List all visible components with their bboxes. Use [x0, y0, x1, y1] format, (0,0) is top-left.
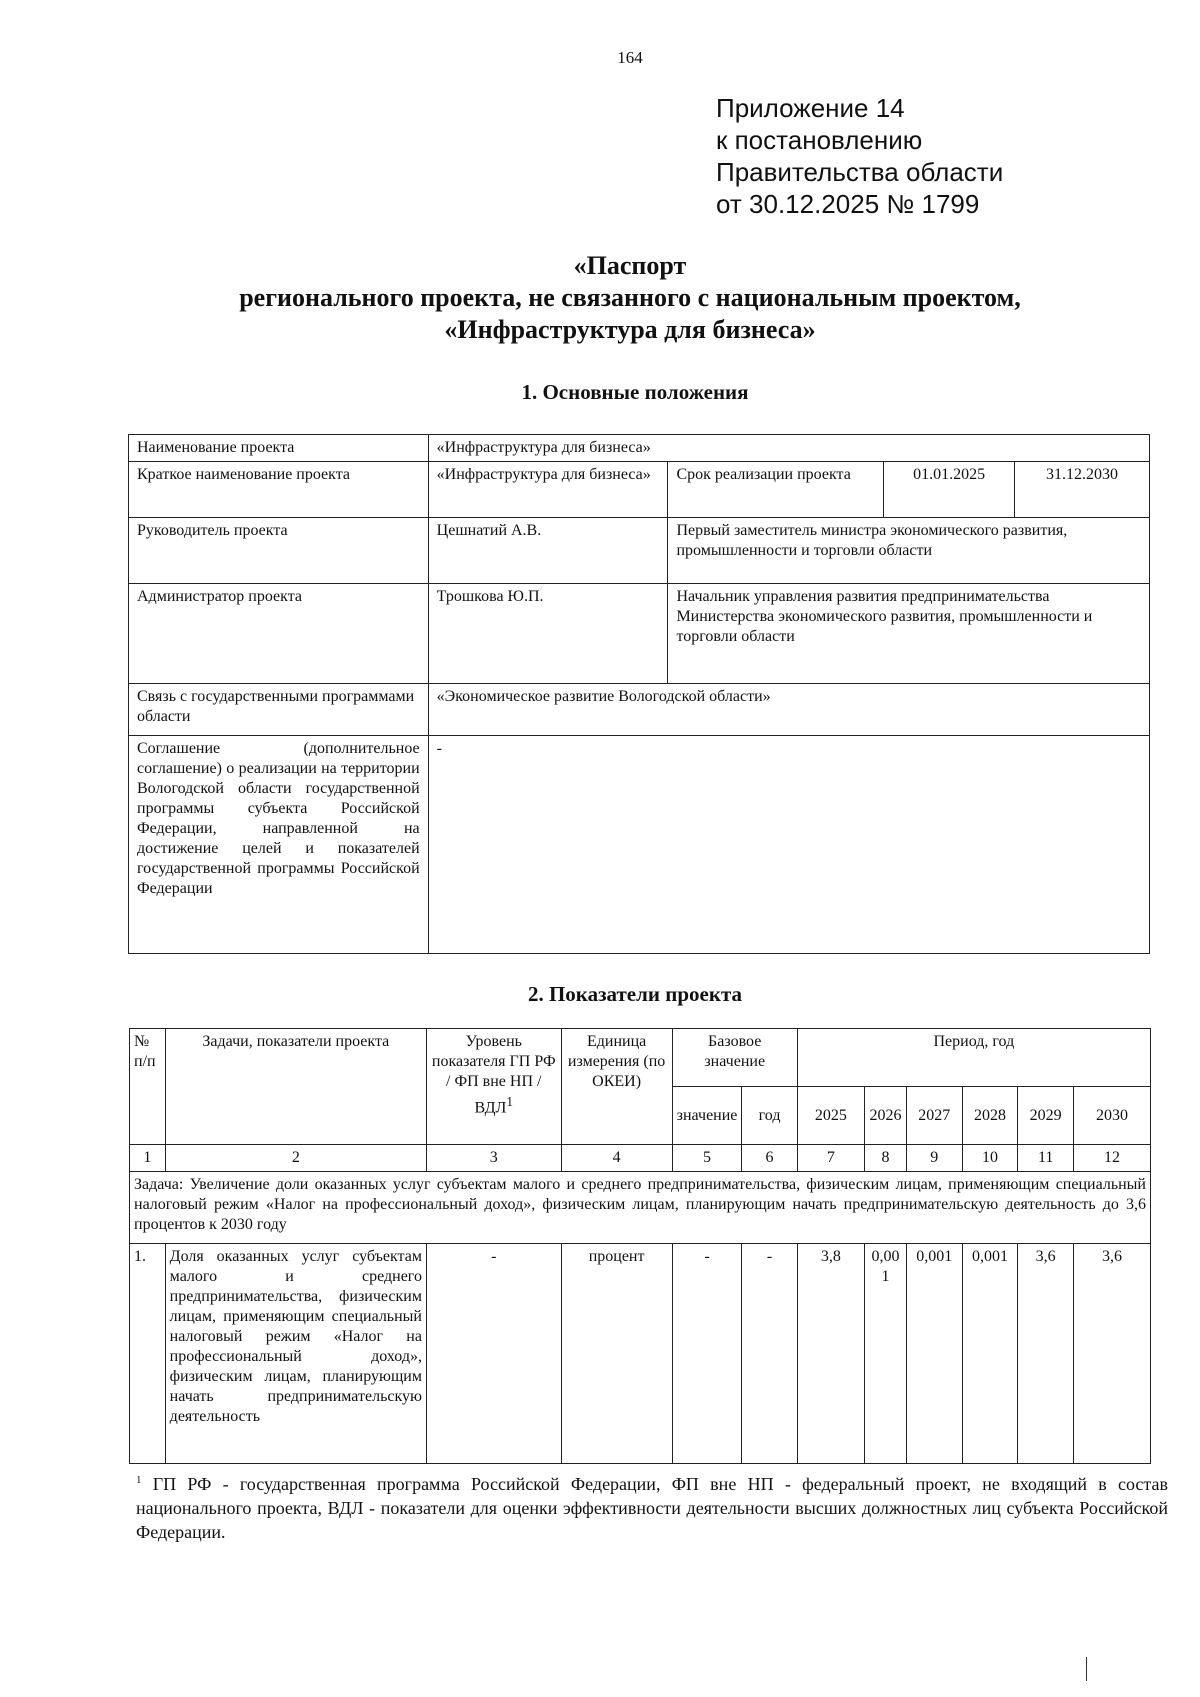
name-label: Наименование проекта	[129, 435, 429, 462]
admin-position: Начальник управления развития предпринимательства Министерства экономического развития, промышленности и торговли области	[668, 584, 1150, 684]
appendix-line-4: от 30.12.2025 № 1799	[716, 189, 980, 219]
table-row	[129, 462, 1150, 518]
col-number: 2	[165, 1145, 426, 1172]
indicator-name: Доля оказанных услуг субъектам малого и среднего предпринимательства, физическим лицам, применяющим специальный налоговый режим «Налог на профессиональный доход», физическим лицам, планирующим начать предпринимательскую деятельность	[165, 1244, 426, 1464]
table-row	[129, 518, 1150, 584]
appendix-line-3: Правительства области	[716, 157, 1004, 187]
main-provisions-table	[128, 434, 1150, 954]
col-number: 5	[672, 1145, 742, 1172]
short-name-label: Краткое наименование проекта	[129, 462, 429, 518]
col-number: 8	[864, 1145, 906, 1172]
table-row	[129, 435, 1150, 462]
value-2029: 3,6	[1018, 1244, 1074, 1464]
title-line-1: «Паспорт	[573, 251, 687, 280]
col-number: 9	[906, 1145, 962, 1172]
column-numbers-row	[130, 1145, 1151, 1172]
col-base-header: Базовое значение	[672, 1029, 797, 1087]
col-number: 3	[426, 1145, 561, 1172]
footnote-ref: 1	[506, 1094, 513, 1109]
document-title	[0, 250, 1200, 346]
year-2026: 2026	[864, 1087, 906, 1145]
program-link-value: «Экономическое развитие Вологодской области»	[428, 684, 1149, 736]
col-number: 4	[561, 1145, 672, 1172]
section-2-heading: 2. Показатели проекта	[527, 982, 743, 1006]
appendix-block	[716, 92, 1003, 220]
indicator-base-value: -	[672, 1244, 742, 1464]
col-num-header: № п/п	[130, 1029, 166, 1145]
year-2025: 2025	[797, 1087, 864, 1145]
col-number: 6	[742, 1145, 797, 1172]
indicator-row	[130, 1244, 1151, 1464]
table-row	[129, 684, 1150, 736]
year-2028: 2028	[962, 1087, 1018, 1145]
col-period-header: Период, год	[797, 1029, 1150, 1087]
scan-mark	[1086, 1657, 1087, 1681]
appendix-line-1: Приложение 14	[716, 93, 905, 123]
col-unit-header: Единица измерения (по ОКЕИ)	[561, 1029, 672, 1145]
col-number: 12	[1073, 1145, 1150, 1172]
indicator-level: -	[426, 1244, 561, 1464]
year-2030: 2030	[1073, 1087, 1150, 1145]
head-position: Первый заместитель министра экономического развития, промышленности и торговли области	[668, 518, 1150, 584]
year-2027: 2027	[906, 1087, 962, 1145]
appendix-line-2: к постановлению	[716, 125, 923, 155]
task-row	[130, 1172, 1151, 1244]
indicator-num: 1.	[130, 1244, 166, 1464]
task-text: Задача: Увеличение доли оказанных услуг субъектам малого и среднего предпринимательства, физическим лицам, применяющим специальный налоговый режим «Налог на профессиональный доход», физическим лицам, планирующим начать предпринимательскую деятельность до 3,6 процентов к 2030 году	[130, 1172, 1151, 1244]
program-link-label: Связь с государственными программами области	[129, 684, 429, 736]
footnote-mark: 1	[136, 1474, 142, 1486]
header-row	[130, 1029, 1151, 1087]
col-number: 10	[962, 1145, 1018, 1172]
term-start: 01.01.2025	[884, 462, 1015, 518]
admin-name: Трошкова Ю.П.	[428, 584, 668, 684]
footnote-text: ГП РФ - государственная программа Российской Федерации, ФП вне НП - федеральный проект, не входящий в состав национального проекта, ВДЛ - показатели для оценки эффективности деятельности высших должностных лиц субъекта Российской Федерации.	[136, 1474, 1168, 1542]
title-line-2: регионального проекта, не связанного с национальным проектом,	[239, 283, 1021, 312]
head-label: Руководитель проекта	[129, 518, 429, 584]
table-row	[129, 584, 1150, 684]
year-2029: 2029	[1018, 1087, 1074, 1145]
col-level-header	[426, 1029, 561, 1145]
col-number: 7	[797, 1145, 864, 1172]
col-number: 1	[130, 1145, 166, 1172]
value-2026: 0,001	[864, 1244, 906, 1464]
title-line-3: «Инфраструктура для бизнеса»	[444, 315, 816, 344]
indicator-unit: процент	[561, 1244, 672, 1464]
value-2028: 0,001	[962, 1244, 1018, 1464]
table-row	[129, 736, 1150, 954]
short-name-value: «Инфраструктура для бизнеса»	[428, 462, 668, 518]
value-2025: 3,8	[797, 1244, 864, 1464]
section-1-heading: 1. Основные положения	[521, 380, 749, 404]
col-number: 11	[1018, 1145, 1074, 1172]
footnote	[136, 1468, 1168, 1544]
admin-label: Администратор проекта	[129, 584, 429, 684]
level-header-text: Уровень показателя ГП РФ / ФП вне НП / ВДЛ	[431, 1033, 556, 1117]
term-label: Срок реализации проекта	[668, 462, 884, 518]
value-2030: 3,6	[1073, 1244, 1150, 1464]
value-2027: 0,001	[906, 1244, 962, 1464]
indicator-base-year: -	[742, 1244, 797, 1464]
base-value-header: значение	[672, 1087, 742, 1145]
agreement-value: -	[428, 736, 1149, 954]
agreement-label: Соглашение (дополнительное соглашение) о реализации на территории Вологодской области государственной программы субъекта Российской Федерации, направленной на достижение целей и показателей государственной программы Российской Федерации	[129, 736, 429, 954]
name-value: «Инфраструктура для бизнеса»	[428, 435, 1149, 462]
indicators-table	[129, 1028, 1151, 1464]
head-name: Цешнатий А.В.	[428, 518, 668, 584]
term-end: 31.12.2030	[1015, 462, 1150, 518]
col-tasks-header: Задачи, показатели проекта	[165, 1029, 426, 1145]
page-number: 164	[617, 48, 643, 67]
base-year-header: год	[742, 1087, 797, 1145]
